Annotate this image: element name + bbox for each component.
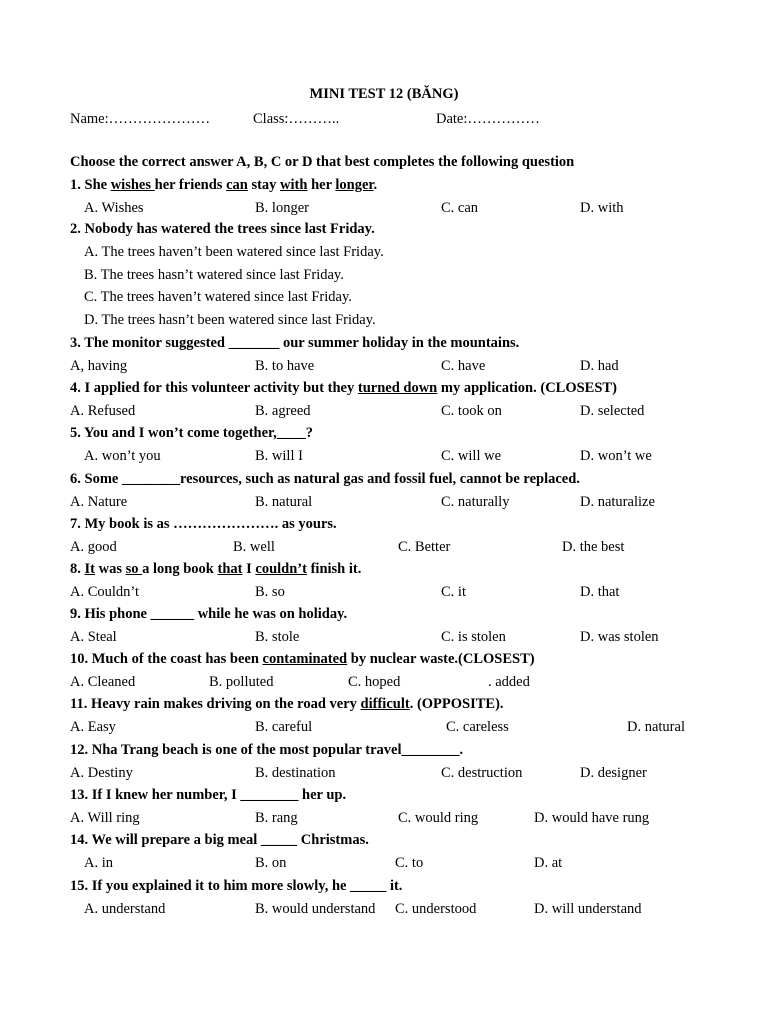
option-d: D. naturalize: [580, 494, 655, 510]
underlined-word: with: [280, 177, 308, 193]
option-d: D. won’t we: [580, 448, 652, 464]
option-d: D. will understand: [534, 901, 642, 917]
question-6: [70, 471, 580, 488]
option-c: C. would ring: [398, 810, 479, 826]
question-text: 1. She: [70, 177, 111, 193]
option-c: C. is stolen: [441, 629, 506, 645]
question-text: 6. Some ________resources, such as natural gas and fossil fuel, cannot be replaced.: [70, 471, 580, 487]
question-text: 5. You and I won’t come together,____?: [70, 425, 314, 441]
underlined-word: contaminated: [262, 651, 348, 667]
option-b: B. so: [255, 584, 285, 600]
option-a: A. Couldn’t: [70, 584, 140, 600]
question-text: 9. His phone ______ while he was on holiday.: [70, 606, 348, 622]
question-text: 15. If you explained it to him more slowly, he _____ it.: [70, 878, 403, 894]
question-7: [70, 516, 337, 533]
option-d: D. would have rung: [534, 810, 650, 826]
question-text: 3. The monitor suggested _______ our summer holiday in the mountains.: [70, 335, 520, 351]
option-c: C. will we: [441, 448, 502, 464]
option-d: D. designer: [580, 765, 647, 781]
option-b: B. agreed: [255, 403, 311, 419]
name-field-label: Name:…………………: [70, 111, 211, 127]
date-field-label: Date:……………: [436, 111, 540, 127]
question-12: [70, 742, 463, 759]
question-14: [70, 832, 369, 849]
option-b: B. polluted: [209, 674, 274, 690]
option-d: D. The trees hasn’t been watered since last Friday.: [84, 311, 376, 328]
question-text: a long book: [142, 561, 218, 577]
question-13: [70, 787, 346, 804]
question-1: [70, 177, 377, 194]
question-text: 13. If I knew her number, I ________ her up.: [70, 787, 347, 803]
underlined-word: so: [125, 561, 143, 577]
option-a: A. in: [84, 855, 113, 871]
option-c: C. have: [441, 358, 486, 374]
option-a: A. Destiny: [70, 765, 133, 781]
option-b: B. well: [233, 539, 275, 555]
option-b: B. longer: [255, 200, 309, 216]
question-text: her friends: [154, 177, 227, 193]
question-text: I: [242, 561, 256, 577]
underlined-word: It: [84, 561, 95, 577]
option-b: B. destination: [255, 765, 336, 781]
option-c: C. naturally: [441, 494, 510, 510]
question-text: .: [373, 177, 378, 193]
question-text: my application. (CLOSEST): [437, 380, 617, 396]
question-text: 2. Nobody has watered the trees since last Friday.: [70, 221, 375, 237]
option-c: C. destruction: [441, 765, 523, 781]
class-field-label: Class:………..: [253, 111, 340, 127]
question-text: was: [94, 561, 126, 577]
question-text: her: [307, 177, 336, 193]
question-text: 7. My book is as …………………. as yours.: [70, 516, 337, 532]
option-b: B. on: [255, 855, 287, 871]
question-text: 12. Nha Trang beach is one of the most popular travel________.: [70, 742, 464, 758]
question-9: [70, 606, 347, 623]
option-a: A. Refused: [70, 403, 136, 419]
question-8: [70, 561, 361, 578]
option-d: D. had: [580, 358, 619, 374]
instructions: Choose the correct answer A, B, C or D that best completes the following question: [70, 154, 575, 170]
option-c: C. to: [395, 855, 424, 871]
underlined-word: that: [217, 561, 243, 577]
question-text: 8.: [70, 561, 85, 577]
option-d: D. selected: [580, 403, 645, 419]
question-text: 10. Much of the coast has been: [70, 651, 263, 667]
option-a: A. Steal: [70, 629, 117, 645]
question-11: [70, 696, 504, 713]
question-10: [70, 651, 535, 668]
underlined-word: couldn’t: [255, 561, 307, 577]
option-a: A. Wishes: [84, 200, 144, 216]
option-d: D. the best: [562, 539, 625, 555]
question-5: [70, 425, 313, 442]
underlined-word: wishes: [110, 177, 155, 193]
question-text: 4. I applied for this volunteer activity but they: [70, 380, 358, 396]
option-a: A. understand: [84, 901, 166, 917]
option-a: A. Will ring: [70, 810, 140, 826]
option-c: C. it: [441, 584, 466, 600]
option-a: A. Nature: [70, 494, 128, 510]
option-a: A, having: [70, 358, 128, 374]
option-a: A. Cleaned: [70, 674, 136, 690]
underlined-word: difficult: [360, 696, 410, 712]
option-b: B. would understand: [255, 901, 376, 917]
question-text: 11. Heavy rain makes driving on the road very: [70, 696, 361, 712]
option-a: A. won’t you: [84, 448, 161, 464]
option-a: A. good: [70, 539, 117, 555]
option-a: A. The trees haven’t been watered since last Friday.: [84, 244, 384, 260]
option-d: D. that: [580, 584, 620, 600]
question-text: by nuclear waste.(CLOSEST): [347, 651, 535, 667]
option-c: C. took on: [441, 403, 502, 419]
question-text: . (OPPOSITE).: [409, 696, 504, 712]
option-b: B. careful: [255, 719, 313, 735]
option-c: C. Better: [398, 539, 451, 555]
option-d: D. natural: [627, 719, 685, 735]
option-b: B. to have: [255, 358, 315, 374]
option-b: B. rang: [255, 810, 298, 826]
option-c: C. careless: [446, 719, 509, 735]
question-2: [70, 221, 375, 238]
question-text: finish it.: [306, 561, 362, 577]
question-15: [70, 878, 402, 895]
option-d: D. at: [534, 855, 563, 871]
option-b: B. natural: [255, 494, 313, 510]
option-b: B. stole: [255, 629, 300, 645]
underlined-word: can: [226, 177, 248, 193]
option-c: C. can: [441, 200, 479, 216]
underlined-word: turned down: [357, 380, 438, 396]
question-text: 14. We will prepare a big meal _____ Christmas.: [70, 832, 369, 848]
option-d: . added: [488, 674, 530, 690]
option-d: D. was stolen: [580, 629, 659, 645]
option-b: B. will I: [255, 448, 303, 464]
question-4: [70, 380, 617, 397]
option-a: A. Easy: [70, 719, 116, 735]
option-d: D. with: [580, 200, 624, 216]
option-c: C. hoped: [348, 674, 401, 690]
underlined-word: longer: [335, 177, 374, 193]
option-c: C. The trees haven’t watered since last Friday.: [84, 289, 352, 306]
option-c: C. understood: [395, 901, 477, 917]
option-b: B. The trees hasn’t watered since last Friday.: [84, 266, 344, 283]
page-title: MINI TEST 12 (BĂNG): [309, 86, 459, 102]
question-3: [70, 335, 519, 352]
question-text: stay: [247, 177, 281, 193]
